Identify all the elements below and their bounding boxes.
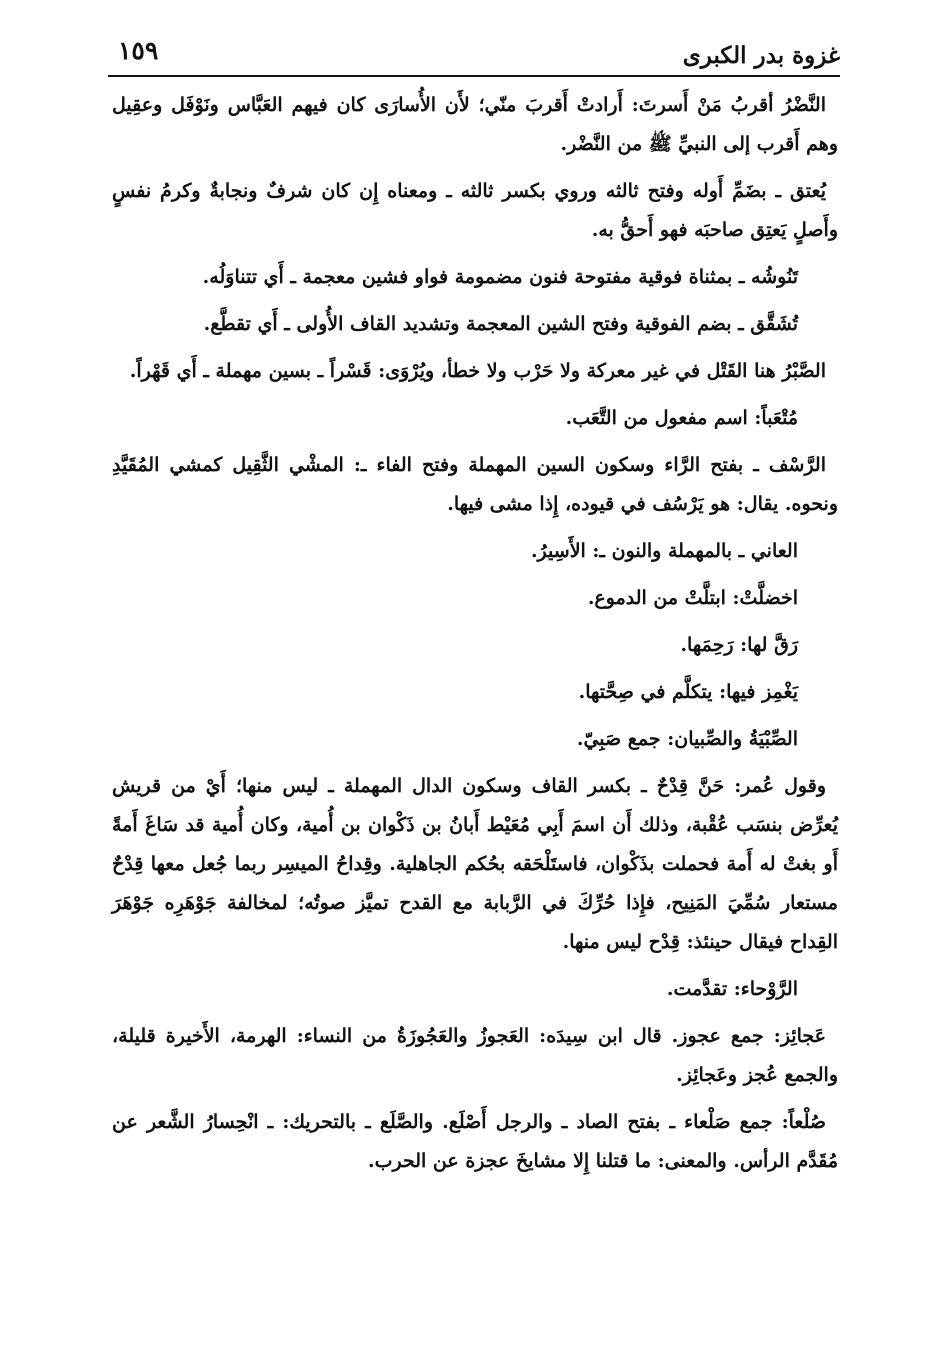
gloss-paragraph: عَجائِز: جمع عجوز. قال ابن سِيدَه: العَجوزُ والعَجُوزَةُ من النساء: الهرمة، الأَخيرة قليلة، والجمع عُجز وعَجائِز. — [112, 1025, 838, 1086]
gloss-paragraph: النَّضْرُ أقربُ مَنْ أَسرتَ: أَرادتْ أَقربَ منّي؛ لأَن الأُسارَى كان فيهم العَبَّاس ونَوْفَل وعقِيل وهم أَقرب إلى النبيِّ ﷺ من النَّضْر. — [112, 94, 838, 155]
gloss-paragraph: وقول عُمر: حَنَّ قِدْحٌ ـ بكسر القاف وسكون الدال المهملة ـ ليس منها؛ أَيْ من قريش يُعرِّض بنسَب عُقْبة، وذلك أَن اسمَ أَبِي مُعَيْط أَبانُ بن ذَكْوان بن أُمية، وكان أُمية قد سَاغَ أَمةً أَو بغتْ له أَمة فحملت بذَكْوان، فاستَلْحَقه بحُكم الجاهلية. وقِداحُ الميسِر ربما جُعل معها قِدْحٌ مستعار سُمِّيَ المَنِيح، فإِذا حُرِّكَ في الرَّبابة مع القدح تميَّز صوتُه؛ لمخالفة جَوْهَرِه جَوْهَرَ القِداح فيقال حينئذ: قِدْح ليس منها. — [112, 775, 838, 953]
page-body — [112, 86, 838, 1189]
gloss-paragraph: تُشَقَّق ـ بضم الفوقية وفتح الشين المعجمة وتشديد القاف الأُولى ـ أَي تقطَّع. — [203, 313, 798, 335]
page-number: ١٥٩ — [118, 36, 159, 65]
gloss-paragraph: الرَّسْف ـ بفتح الرَّاء وسكون السين المهملة وفتح الفاء ـ: المشْي الثَّقِيل كمشي المُقَيَّدِ ونحوه. يقال: هو يَرْسُف في قيوده، إِذا مشى فيها. — [112, 454, 838, 515]
gloss-paragraph: تَنُوشُه ـ بمثناة فوقية مفتوحة فنون مضمومة فواو فشين معجمة ـ أَي تتناوَلُه. — [202, 266, 798, 288]
gloss-paragraph: اخضلَّتْ: ابتلَّتْ من الدموع. — [587, 587, 798, 609]
gloss-paragraph: الرَّوْحاء: تقدَّمت. — [666, 978, 798, 1000]
gloss-paragraph: مُتْعَباً: اسم مفعول من التَّعَب. — [565, 407, 798, 429]
gloss-paragraph: الصِّبْيَةُ والصِّبيان: جمع صَبِيّ. — [576, 728, 798, 750]
header-divider — [108, 75, 840, 77]
gloss-paragraph: الصَّبْرُ هنا القَتْل في غير معركة ولا حَرْب ولا خطأ، ويُرْوَى: قَسْراً ـ بسين مهملة ـ أَي قَهْراً. — [129, 360, 826, 382]
running-title: غزوة بدر الكبرى — [682, 42, 840, 69]
gloss-paragraph: العاني ـ بالمهملة والنون ـ: الأَسِيرُ. — [530, 540, 798, 562]
gloss-paragraph: يُعتق ـ بضَمِّ أَوله وفتح ثالثه وروي بكسر ثالثه ـ ومعناه إِن كان شرفٌ ونجابةٌ وكرمُ نفسٍ وأَصلٍ يَعتِق صاحبَه فهو أَحقُّ به. — [112, 180, 838, 241]
gloss-paragraph: صُلْعاً: جمع صَلْعاء ـ بفتح الصاد ـ والرجل أَصْلَع. والصَّلَع ـ بالتحريك: ـ انْحِسارُ الشَّعر عن مُقَدَّم الرأس. والمعنى: ما قتلنا إِلا مشايخَ عجزة عن الحرب. — [112, 1111, 838, 1172]
page-header — [108, 28, 840, 78]
gloss-paragraph: يَغْمِز فيها: يتكلَّم في صِحَّتها. — [578, 681, 798, 703]
gloss-paragraph: رَقَّ لها: رَحِمَها. — [680, 634, 798, 656]
